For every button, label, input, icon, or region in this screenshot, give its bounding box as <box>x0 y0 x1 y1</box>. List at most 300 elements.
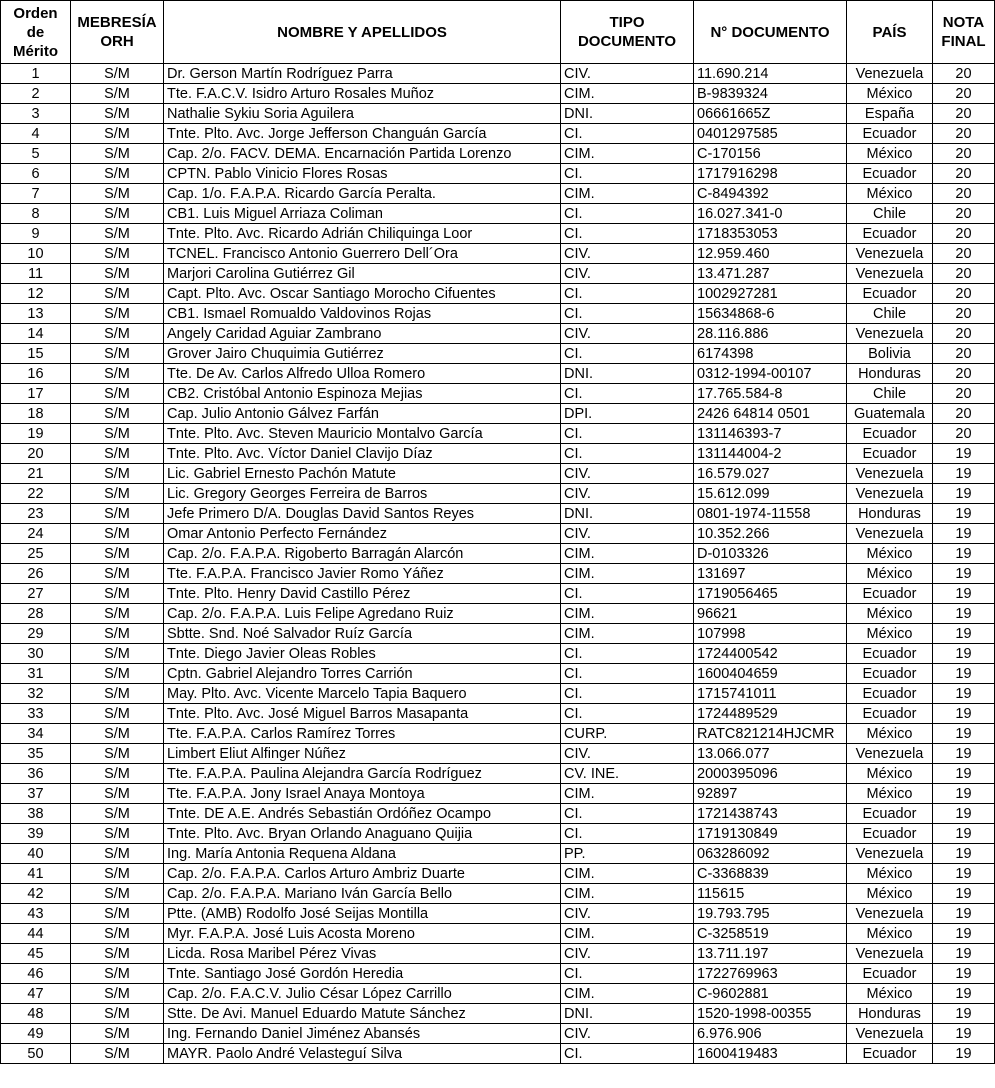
orden-merito-cell: 37 <box>1 784 71 804</box>
tipo-documento-cell: CIM. <box>561 544 694 564</box>
nota-final-cell: 20 <box>933 324 995 344</box>
tipo-documento-cell: CIM. <box>561 924 694 944</box>
nota-final-cell: 19 <box>933 1004 995 1024</box>
tipo-documento-cell: CIM. <box>561 784 694 804</box>
membresia-cell: S/M <box>71 304 164 324</box>
tipo-documento-cell: CIM. <box>561 604 694 624</box>
tipo-documento-cell: CIV. <box>561 324 694 344</box>
table-row <box>1 864 995 884</box>
orden-merito-cell: 42 <box>1 884 71 904</box>
nombre-cell: Cap. 2/o. F.A.P.A. Carlos Arturo Ambriz Duarte <box>164 864 561 884</box>
tipo-documento-cell: CIM. <box>561 564 694 584</box>
pais-cell: Ecuador <box>847 824 933 844</box>
nota-final-cell: 19 <box>933 624 995 644</box>
header-nota-final: NOTA FINAL <box>933 1 995 64</box>
numero-documento-cell: 1715741011 <box>694 684 847 704</box>
nombre-cell: Tte. F.A.P.A. Paulina Alejandra García Rodríguez <box>164 764 561 784</box>
tipo-documento-cell: CIV. <box>561 744 694 764</box>
pais-cell: Venezuela <box>847 844 933 864</box>
tipo-documento-cell: CI. <box>561 304 694 324</box>
membresia-cell: S/M <box>71 324 164 344</box>
membresia-cell: S/M <box>71 364 164 384</box>
nombre-cell: Cap. Julio Antonio Gálvez Farfán <box>164 404 561 424</box>
tipo-documento-cell: CIM. <box>561 144 694 164</box>
tipo-documento-cell: DNI. <box>561 1004 694 1024</box>
table-row <box>1 164 995 184</box>
table-row <box>1 1044 995 1064</box>
pais-cell: Chile <box>847 204 933 224</box>
membresia-cell: S/M <box>71 1024 164 1044</box>
pais-cell: Venezuela <box>847 1024 933 1044</box>
table-row <box>1 424 995 444</box>
orden-merito-cell: 35 <box>1 744 71 764</box>
orden-merito-cell: 5 <box>1 144 71 164</box>
nota-final-cell: 19 <box>933 824 995 844</box>
numero-documento-cell: 10.352.266 <box>694 524 847 544</box>
membresia-cell: S/M <box>71 784 164 804</box>
pais-cell: Venezuela <box>847 264 933 284</box>
orden-merito-cell: 34 <box>1 724 71 744</box>
orden-merito-cell: 16 <box>1 364 71 384</box>
tipo-documento-cell: CIM. <box>561 624 694 644</box>
numero-documento-cell: 13.066.077 <box>694 744 847 764</box>
nota-final-cell: 19 <box>933 904 995 924</box>
header-numero-documento: N° DOCUMENTO <box>694 1 847 64</box>
pais-cell: Ecuador <box>847 964 933 984</box>
tipo-documento-cell: CI. <box>561 444 694 464</box>
nombre-cell: Nathalie Sykiu Soria Aguilera <box>164 104 561 124</box>
orden-merito-cell: 33 <box>1 704 71 724</box>
orden-merito-cell: 11 <box>1 264 71 284</box>
table-row <box>1 64 995 84</box>
nota-final-cell: 19 <box>933 984 995 1004</box>
numero-documento-cell: 96621 <box>694 604 847 624</box>
pais-cell: Ecuador <box>847 584 933 604</box>
numero-documento-cell: C-3258519 <box>694 924 847 944</box>
nota-final-cell: 19 <box>933 584 995 604</box>
numero-documento-cell: 92897 <box>694 784 847 804</box>
orden-merito-cell: 46 <box>1 964 71 984</box>
tipo-documento-cell: CIV. <box>561 1024 694 1044</box>
nota-final-cell: 19 <box>933 924 995 944</box>
nombre-cell: Cap. 2/o. FACV. DEMA. Encarnación Partida Lorenzo <box>164 144 561 164</box>
pais-cell: Venezuela <box>847 904 933 924</box>
table-row <box>1 604 995 624</box>
pais-cell: Honduras <box>847 504 933 524</box>
nota-final-cell: 19 <box>933 744 995 764</box>
numero-documento-cell: C-170156 <box>694 144 847 164</box>
tipo-documento-cell: CI. <box>561 964 694 984</box>
nombre-cell: Cap. 1/o. F.A.P.A. Ricardo García Peralta. <box>164 184 561 204</box>
pais-cell: Venezuela <box>847 64 933 84</box>
nombre-cell: Tte. F.A.P.A. Francisco Javier Romo Yáñez <box>164 564 561 584</box>
table-row <box>1 504 995 524</box>
orden-merito-cell: 15 <box>1 344 71 364</box>
pais-cell: México <box>847 984 933 1004</box>
membresia-cell: S/M <box>71 944 164 964</box>
membresia-cell: S/M <box>71 964 164 984</box>
membresia-cell: S/M <box>71 904 164 924</box>
tipo-documento-cell: CI. <box>561 644 694 664</box>
membresia-cell: S/M <box>71 564 164 584</box>
table-row <box>1 1004 995 1024</box>
header-row <box>1 1 995 64</box>
nombre-cell: Cap. 2/o. F.A.P.A. Mariano Iván García Bello <box>164 884 561 904</box>
pais-cell: Venezuela <box>847 944 933 964</box>
table-row <box>1 384 995 404</box>
membresia-cell: S/M <box>71 724 164 744</box>
nombre-cell: Tnte. Diego Javier Oleas Robles <box>164 644 561 664</box>
nota-final-cell: 20 <box>933 64 995 84</box>
tipo-documento-cell: CI. <box>561 424 694 444</box>
orden-merito-cell: 40 <box>1 844 71 864</box>
numero-documento-cell: B-9839324 <box>694 84 847 104</box>
nota-final-cell: 20 <box>933 184 995 204</box>
membresia-cell: S/M <box>71 384 164 404</box>
numero-documento-cell: 1724489529 <box>694 704 847 724</box>
table-row <box>1 564 995 584</box>
membresia-cell: S/M <box>71 684 164 704</box>
tipo-documento-cell: CI. <box>561 224 694 244</box>
numero-documento-cell: 13.471.287 <box>694 264 847 284</box>
pais-cell: México <box>847 84 933 104</box>
nota-final-cell: 20 <box>933 84 995 104</box>
nota-final-cell: 20 <box>933 284 995 304</box>
orden-merito-cell: 26 <box>1 564 71 584</box>
pais-cell: México <box>847 724 933 744</box>
nota-final-cell: 20 <box>933 164 995 184</box>
numero-documento-cell: 1719130849 <box>694 824 847 844</box>
nota-final-cell: 20 <box>933 424 995 444</box>
pais-cell: Venezuela <box>847 324 933 344</box>
pais-cell: Ecuador <box>847 224 933 244</box>
numero-documento-cell: 0801-1974-11558 <box>694 504 847 524</box>
tipo-documento-cell: CIV. <box>561 944 694 964</box>
numero-documento-cell: C-8494392 <box>694 184 847 204</box>
nombre-cell: Jefe Primero D/A. Douglas David Santos Reyes <box>164 504 561 524</box>
table-row <box>1 84 995 104</box>
pais-cell: Guatemala <box>847 404 933 424</box>
membresia-cell: S/M <box>71 204 164 224</box>
numero-documento-cell: 6.976.906 <box>694 1024 847 1044</box>
nota-final-cell: 20 <box>933 224 995 244</box>
tipo-documento-cell: CIM. <box>561 184 694 204</box>
nombre-cell: Capt. Plto. Avc. Oscar Santiago Morocho Cifuentes <box>164 284 561 304</box>
orden-merito-cell: 12 <box>1 284 71 304</box>
nombre-cell: Grover Jairo Chuquimia Gutiérrez <box>164 344 561 364</box>
orden-merito-cell: 4 <box>1 124 71 144</box>
nota-final-cell: 19 <box>933 1044 995 1064</box>
membresia-cell: S/M <box>71 1044 164 1064</box>
nombre-cell: Tnte. Plto. Avc. Jorge Jefferson Changuán García <box>164 124 561 144</box>
nota-final-cell: 20 <box>933 104 995 124</box>
header-orden-merito: Orden de Mérito <box>1 1 71 64</box>
nombre-cell: Lic. Gabriel Ernesto Pachón Matute <box>164 464 561 484</box>
tipo-documento-cell: CI. <box>561 584 694 604</box>
nombre-cell: Tte. F.A.C.V. Isidro Arturo Rosales Muñoz <box>164 84 561 104</box>
nombre-cell: Lic. Gregory Georges Ferreira de Barros <box>164 484 561 504</box>
nota-final-cell: 20 <box>933 404 995 424</box>
table-row <box>1 664 995 684</box>
nota-final-cell: 19 <box>933 724 995 744</box>
numero-documento-cell: 2426 64814 0501 <box>694 404 847 424</box>
nombre-cell: Dr. Gerson Martín Rodríguez Parra <box>164 64 561 84</box>
nombre-cell: Marjori Carolina Gutiérrez Gil <box>164 264 561 284</box>
tipo-documento-cell: CV. INE. <box>561 764 694 784</box>
orden-merito-cell: 48 <box>1 1004 71 1024</box>
numero-documento-cell: 131144004-2 <box>694 444 847 464</box>
orden-merito-cell: 28 <box>1 604 71 624</box>
membresia-cell: S/M <box>71 984 164 1004</box>
orden-merito-cell: 27 <box>1 584 71 604</box>
pais-cell: Ecuador <box>847 644 933 664</box>
pais-cell: Ecuador <box>847 704 933 724</box>
orden-merito-cell: 44 <box>1 924 71 944</box>
table-row <box>1 204 995 224</box>
tipo-documento-cell: CIV. <box>561 64 694 84</box>
membresia-cell: S/M <box>71 604 164 624</box>
membresia-cell: S/M <box>71 584 164 604</box>
membresia-cell: S/M <box>71 344 164 364</box>
nombre-cell: CB1. Luis Miguel Arriaza Coliman <box>164 204 561 224</box>
table-row <box>1 404 995 424</box>
tipo-documento-cell: DNI. <box>561 104 694 124</box>
nota-final-cell: 19 <box>933 704 995 724</box>
tipo-documento-cell: DNI. <box>561 364 694 384</box>
membresia-cell: S/M <box>71 244 164 264</box>
header-pais: PAÍS <box>847 1 933 64</box>
table-row <box>1 924 995 944</box>
membresia-cell: S/M <box>71 404 164 424</box>
table-row <box>1 644 995 664</box>
nota-final-cell: 19 <box>933 484 995 504</box>
numero-documento-cell: D-0103326 <box>694 544 847 564</box>
tipo-documento-cell: CI. <box>561 824 694 844</box>
table-row <box>1 584 995 604</box>
nombre-cell: Tnte. Plto. Avc. José Miguel Barros Masapanta <box>164 704 561 724</box>
membresia-cell: S/M <box>71 164 164 184</box>
table-row <box>1 444 995 464</box>
nota-final-cell: 19 <box>933 964 995 984</box>
membresia-cell: S/M <box>71 444 164 464</box>
table-row <box>1 324 995 344</box>
numero-documento-cell: 1600404659 <box>694 664 847 684</box>
membresia-cell: S/M <box>71 464 164 484</box>
pais-cell: Ecuador <box>847 284 933 304</box>
pais-cell: Ecuador <box>847 684 933 704</box>
pais-cell: México <box>847 544 933 564</box>
numero-documento-cell: 0401297585 <box>694 124 847 144</box>
table-row <box>1 724 995 744</box>
tipo-documento-cell: CURP. <box>561 724 694 744</box>
pais-cell: Venezuela <box>847 744 933 764</box>
table-row <box>1 464 995 484</box>
orden-merito-cell: 50 <box>1 1044 71 1064</box>
orden-merito-cell: 1 <box>1 64 71 84</box>
table-row <box>1 484 995 504</box>
numero-documento-cell: C-3368839 <box>694 864 847 884</box>
numero-documento-cell: 063286092 <box>694 844 847 864</box>
tipo-documento-cell: CIV. <box>561 464 694 484</box>
pais-cell: México <box>847 184 933 204</box>
numero-documento-cell: 1722769963 <box>694 964 847 984</box>
nombre-cell: Omar Antonio Perfecto Fernández <box>164 524 561 544</box>
nombre-cell: Myr. F.A.P.A. José Luis Acosta Moreno <box>164 924 561 944</box>
numero-documento-cell: 1717916298 <box>694 164 847 184</box>
pais-cell: Venezuela <box>847 244 933 264</box>
table-row <box>1 224 995 244</box>
nota-final-cell: 20 <box>933 384 995 404</box>
tipo-documento-cell: PP. <box>561 844 694 864</box>
table-row <box>1 524 995 544</box>
header-nombre: NOMBRE Y APELLIDOS <box>164 1 561 64</box>
pais-cell: Bolivia <box>847 344 933 364</box>
nombre-cell: Tnte. Santiago José Gordón Heredia <box>164 964 561 984</box>
nombre-cell: CB2. Cristóbal Antonio Espinoza Mejias <box>164 384 561 404</box>
numero-documento-cell: 131146393-7 <box>694 424 847 444</box>
membresia-cell: S/M <box>71 664 164 684</box>
membresia-cell: S/M <box>71 84 164 104</box>
nombre-cell: Tnte. Plto. Avc. Ricardo Adrián Chiliquinga Loor <box>164 224 561 244</box>
table-row <box>1 884 995 904</box>
orden-merito-cell: 49 <box>1 1024 71 1044</box>
numero-documento-cell: 16.579.027 <box>694 464 847 484</box>
orden-merito-cell: 18 <box>1 404 71 424</box>
membresia-cell: S/M <box>71 924 164 944</box>
numero-documento-cell: 13.711.197 <box>694 944 847 964</box>
orden-merito-cell: 19 <box>1 424 71 444</box>
nombre-cell: CPTN. Pablo Vinicio Flores Rosas <box>164 164 561 184</box>
nombre-cell: Stte. De Avi. Manuel Eduardo Matute Sánchez <box>164 1004 561 1024</box>
nombre-cell: Tnte. Plto. Avc. Víctor Daniel Clavijo Díaz <box>164 444 561 464</box>
membresia-cell: S/M <box>71 884 164 904</box>
membresia-cell: S/M <box>71 764 164 784</box>
membresia-cell: S/M <box>71 624 164 644</box>
tipo-documento-cell: CIV. <box>561 904 694 924</box>
orden-merito-cell: 47 <box>1 984 71 1004</box>
numero-documento-cell: 1719056465 <box>694 584 847 604</box>
pais-cell: España <box>847 104 933 124</box>
orden-merito-cell: 3 <box>1 104 71 124</box>
nota-final-cell: 19 <box>933 444 995 464</box>
membresia-cell: S/M <box>71 104 164 124</box>
numero-documento-cell: 15634868-6 <box>694 304 847 324</box>
table-row <box>1 844 995 864</box>
orden-merito-cell: 24 <box>1 524 71 544</box>
membresia-cell: S/M <box>71 744 164 764</box>
numero-documento-cell: 16.027.341-0 <box>694 204 847 224</box>
pais-cell: México <box>847 144 933 164</box>
membresia-cell: S/M <box>71 424 164 444</box>
table-row <box>1 964 995 984</box>
nombre-cell: Ing. Fernando Daniel Jiménez Abansés <box>164 1024 561 1044</box>
nota-final-cell: 19 <box>933 464 995 484</box>
nota-final-cell: 20 <box>933 344 995 364</box>
orden-merito-cell: 23 <box>1 504 71 524</box>
tipo-documento-cell: CIV. <box>561 484 694 504</box>
pais-cell: Ecuador <box>847 664 933 684</box>
table-row <box>1 364 995 384</box>
numero-documento-cell: 1520-1998-00355 <box>694 1004 847 1024</box>
orden-merito-cell: 41 <box>1 864 71 884</box>
nombre-cell: Licda. Rosa Maribel Pérez Vivas <box>164 944 561 964</box>
nombre-cell: Cptn. Gabriel Alejandro Torres Carrión <box>164 664 561 684</box>
nota-final-cell: 19 <box>933 944 995 964</box>
nombre-cell: Angely Caridad Aguiar Zambrano <box>164 324 561 344</box>
tipo-documento-cell: CIM. <box>561 884 694 904</box>
pais-cell: Ecuador <box>847 164 933 184</box>
nota-final-cell: 19 <box>933 784 995 804</box>
nombre-cell: Ing. María Antonia Requena Aldana <box>164 844 561 864</box>
numero-documento-cell: 1002927281 <box>694 284 847 304</box>
pais-cell: México <box>847 784 933 804</box>
membresia-cell: S/M <box>71 224 164 244</box>
numero-documento-cell: 115615 <box>694 884 847 904</box>
pais-cell: México <box>847 884 933 904</box>
orden-merito-cell: 25 <box>1 544 71 564</box>
nota-final-cell: 19 <box>933 844 995 864</box>
nota-final-cell: 19 <box>933 864 995 884</box>
membresia-cell: S/M <box>71 284 164 304</box>
pais-cell: Venezuela <box>847 484 933 504</box>
membresia-cell: S/M <box>71 144 164 164</box>
header-membresia: MEBRESÍA ORH <box>71 1 164 64</box>
numero-documento-cell: 2000395096 <box>694 764 847 784</box>
table-row <box>1 284 995 304</box>
nombre-cell: Tnte. Plto. Avc. Steven Mauricio Montalvo García <box>164 424 561 444</box>
numero-documento-cell: C-9602881 <box>694 984 847 1004</box>
pais-cell: Venezuela <box>847 464 933 484</box>
numero-documento-cell: 107998 <box>694 624 847 644</box>
membresia-cell: S/M <box>71 504 164 524</box>
membresia-cell: S/M <box>71 864 164 884</box>
nota-final-cell: 19 <box>933 504 995 524</box>
orden-merito-cell: 13 <box>1 304 71 324</box>
nota-final-cell: 20 <box>933 364 995 384</box>
nombre-cell: Tte. F.A.P.A. Jony Israel Anaya Montoya <box>164 784 561 804</box>
numero-documento-cell: 1718353053 <box>694 224 847 244</box>
numero-documento-cell: 0312-1994-00107 <box>694 364 847 384</box>
tipo-documento-cell: CI. <box>561 164 694 184</box>
table-row <box>1 984 995 1004</box>
membresia-cell: S/M <box>71 124 164 144</box>
nota-final-cell: 19 <box>933 564 995 584</box>
membresia-cell: S/M <box>71 484 164 504</box>
nombre-cell: Tte. De Av. Carlos Alfredo Ulloa Romero <box>164 364 561 384</box>
tipo-documento-cell: CI. <box>561 204 694 224</box>
numero-documento-cell: 15.612.099 <box>694 484 847 504</box>
orden-merito-cell: 8 <box>1 204 71 224</box>
table-row <box>1 624 995 644</box>
pais-cell: México <box>847 764 933 784</box>
orden-merito-cell: 7 <box>1 184 71 204</box>
pais-cell: Chile <box>847 384 933 404</box>
orden-merito-cell: 22 <box>1 484 71 504</box>
orden-merito-cell: 30 <box>1 644 71 664</box>
orden-merito-cell: 9 <box>1 224 71 244</box>
table-row <box>1 244 995 264</box>
numero-documento-cell: 17.765.584-8 <box>694 384 847 404</box>
table-row <box>1 544 995 564</box>
tipo-documento-cell: CI. <box>561 664 694 684</box>
orden-merito-cell: 21 <box>1 464 71 484</box>
tipo-documento-cell: CI. <box>561 1044 694 1064</box>
table-row <box>1 744 995 764</box>
table-row <box>1 1024 995 1044</box>
table-row <box>1 184 995 204</box>
tipo-documento-cell: CI. <box>561 804 694 824</box>
membresia-cell: S/M <box>71 844 164 864</box>
